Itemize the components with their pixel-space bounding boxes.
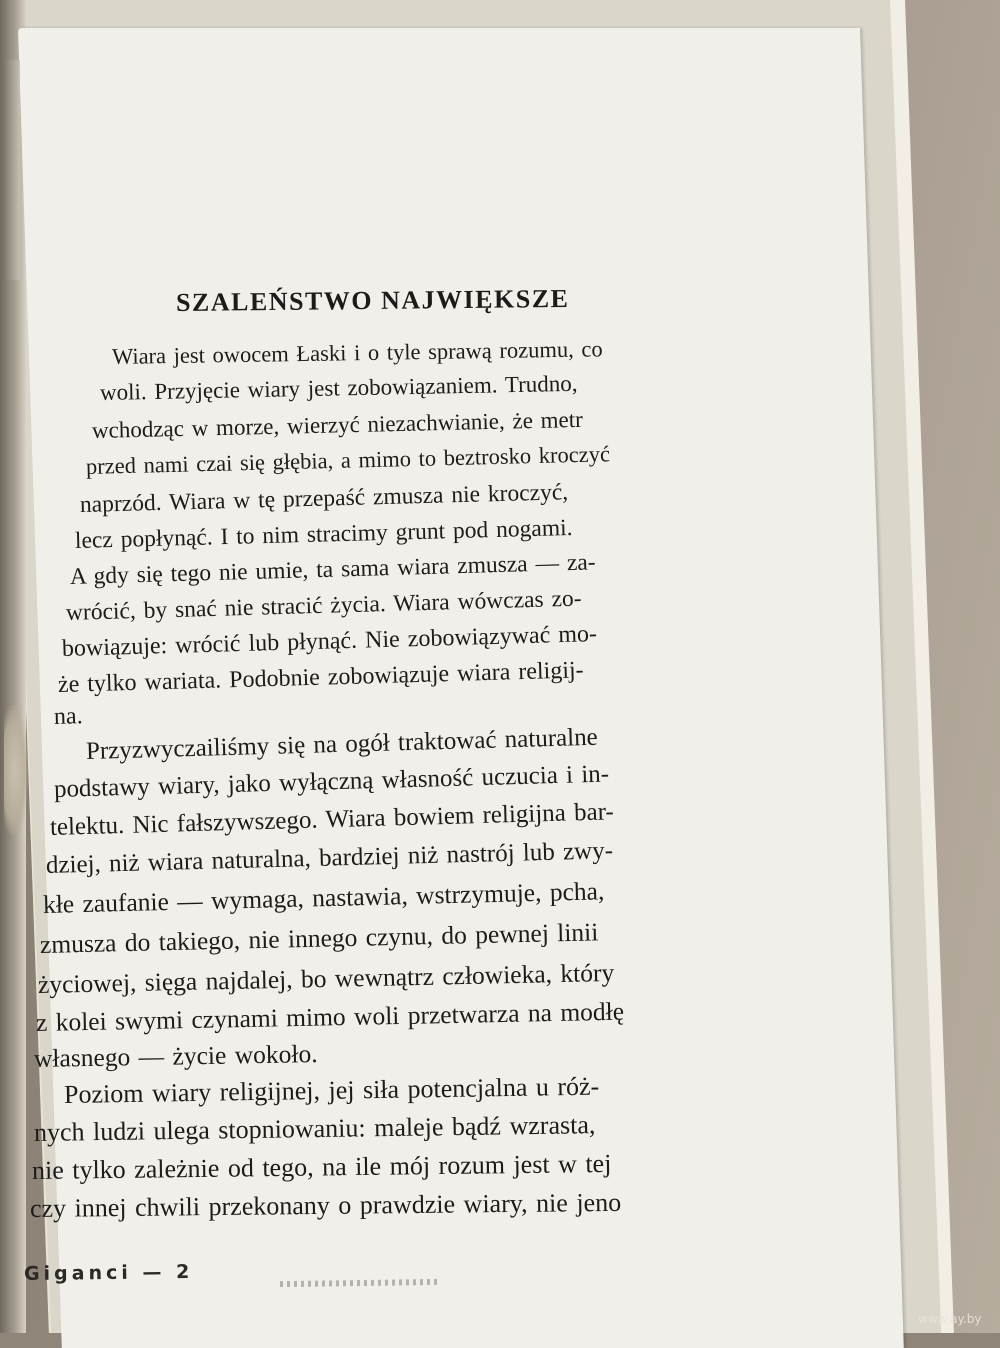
text-line: telektu. Nic fałszywszego. Wiara bowiem religijna bar- [49, 798, 615, 841]
text-line: Wiara jest owocem Łaski i o tyle sprawą rozumu, co [111, 336, 603, 369]
text-line: własnego — życie wokoło. [33, 1039, 318, 1073]
text-line: czy innej chwili przekonany o prawdzie wiary, nie jeno [29, 1187, 622, 1223]
text-line: na. [53, 703, 83, 730]
text-line: zmusza do takiego, nie innego czynu, do pewnej linii [39, 917, 599, 959]
text-line: woli. Przyjęcie wiary jest zobowiązaniem. Trudno, [99, 370, 578, 405]
text-line: nie tylko zależnie od tego, na ile mój rozum jest w tej [31, 1148, 612, 1185]
text-line: dziej, niż wiara naturalna, bardziej niż nastrój lub zwy- [45, 837, 614, 879]
text-line: Poziom wiary religijnej, jej siła potencjalna u róż- [63, 1071, 600, 1109]
text-line: A gdy się tego nie umie, ta sama wiara zmusza — za- [69, 549, 596, 590]
text-line: nych ludzi ulega stopniowaniu: maleje bądź wzrasta, [33, 1110, 596, 1147]
text-line: z kolei swymi czynami mimo woli przetwarza na modłę [35, 996, 625, 1037]
text-line: przed nami czai się głębia, a mimo to beztrosko kroczyć [85, 441, 611, 479]
text-line: naprzód. Wiara w tę przepaść zmusza nie kroczyć, [79, 479, 569, 518]
text-line: wchodząc w morze, wierzyć niezachwianie, że metr [91, 406, 584, 443]
text-line: bowiązuje: wrócić lub płynąć. Nie zobowiązywać mo- [61, 621, 598, 662]
text-line: lecz popłynąć. I to nim stracimy grunt pod nogami. [74, 514, 573, 554]
text-line: kłe zaufanie — wymaga, nastawia, wstrzymuje, pcha, [42, 876, 605, 919]
text-line: życiowej, sięga najdalej, bo wewnątrz człowieka, który [37, 957, 615, 999]
chapter-title: SZALEŃSTWO NAJWIĘKSZE [175, 283, 570, 317]
printer-signature: Giganci — 2 [23, 1260, 194, 1286]
text-line: Przyzwyczailiśmy się na ogół traktować naturalne [85, 723, 599, 765]
text-line: że tylko wariata. Podobnie zobowiązuje wiara religij- [57, 657, 584, 698]
text-line: wrócić, by snać nie stracić życia. Wiara wówczas zo- [65, 585, 582, 626]
watermark: www.ay.by [918, 1312, 982, 1326]
text-line: podstawy wiary, jako wyłączną własność uczucia i in- [53, 760, 610, 803]
